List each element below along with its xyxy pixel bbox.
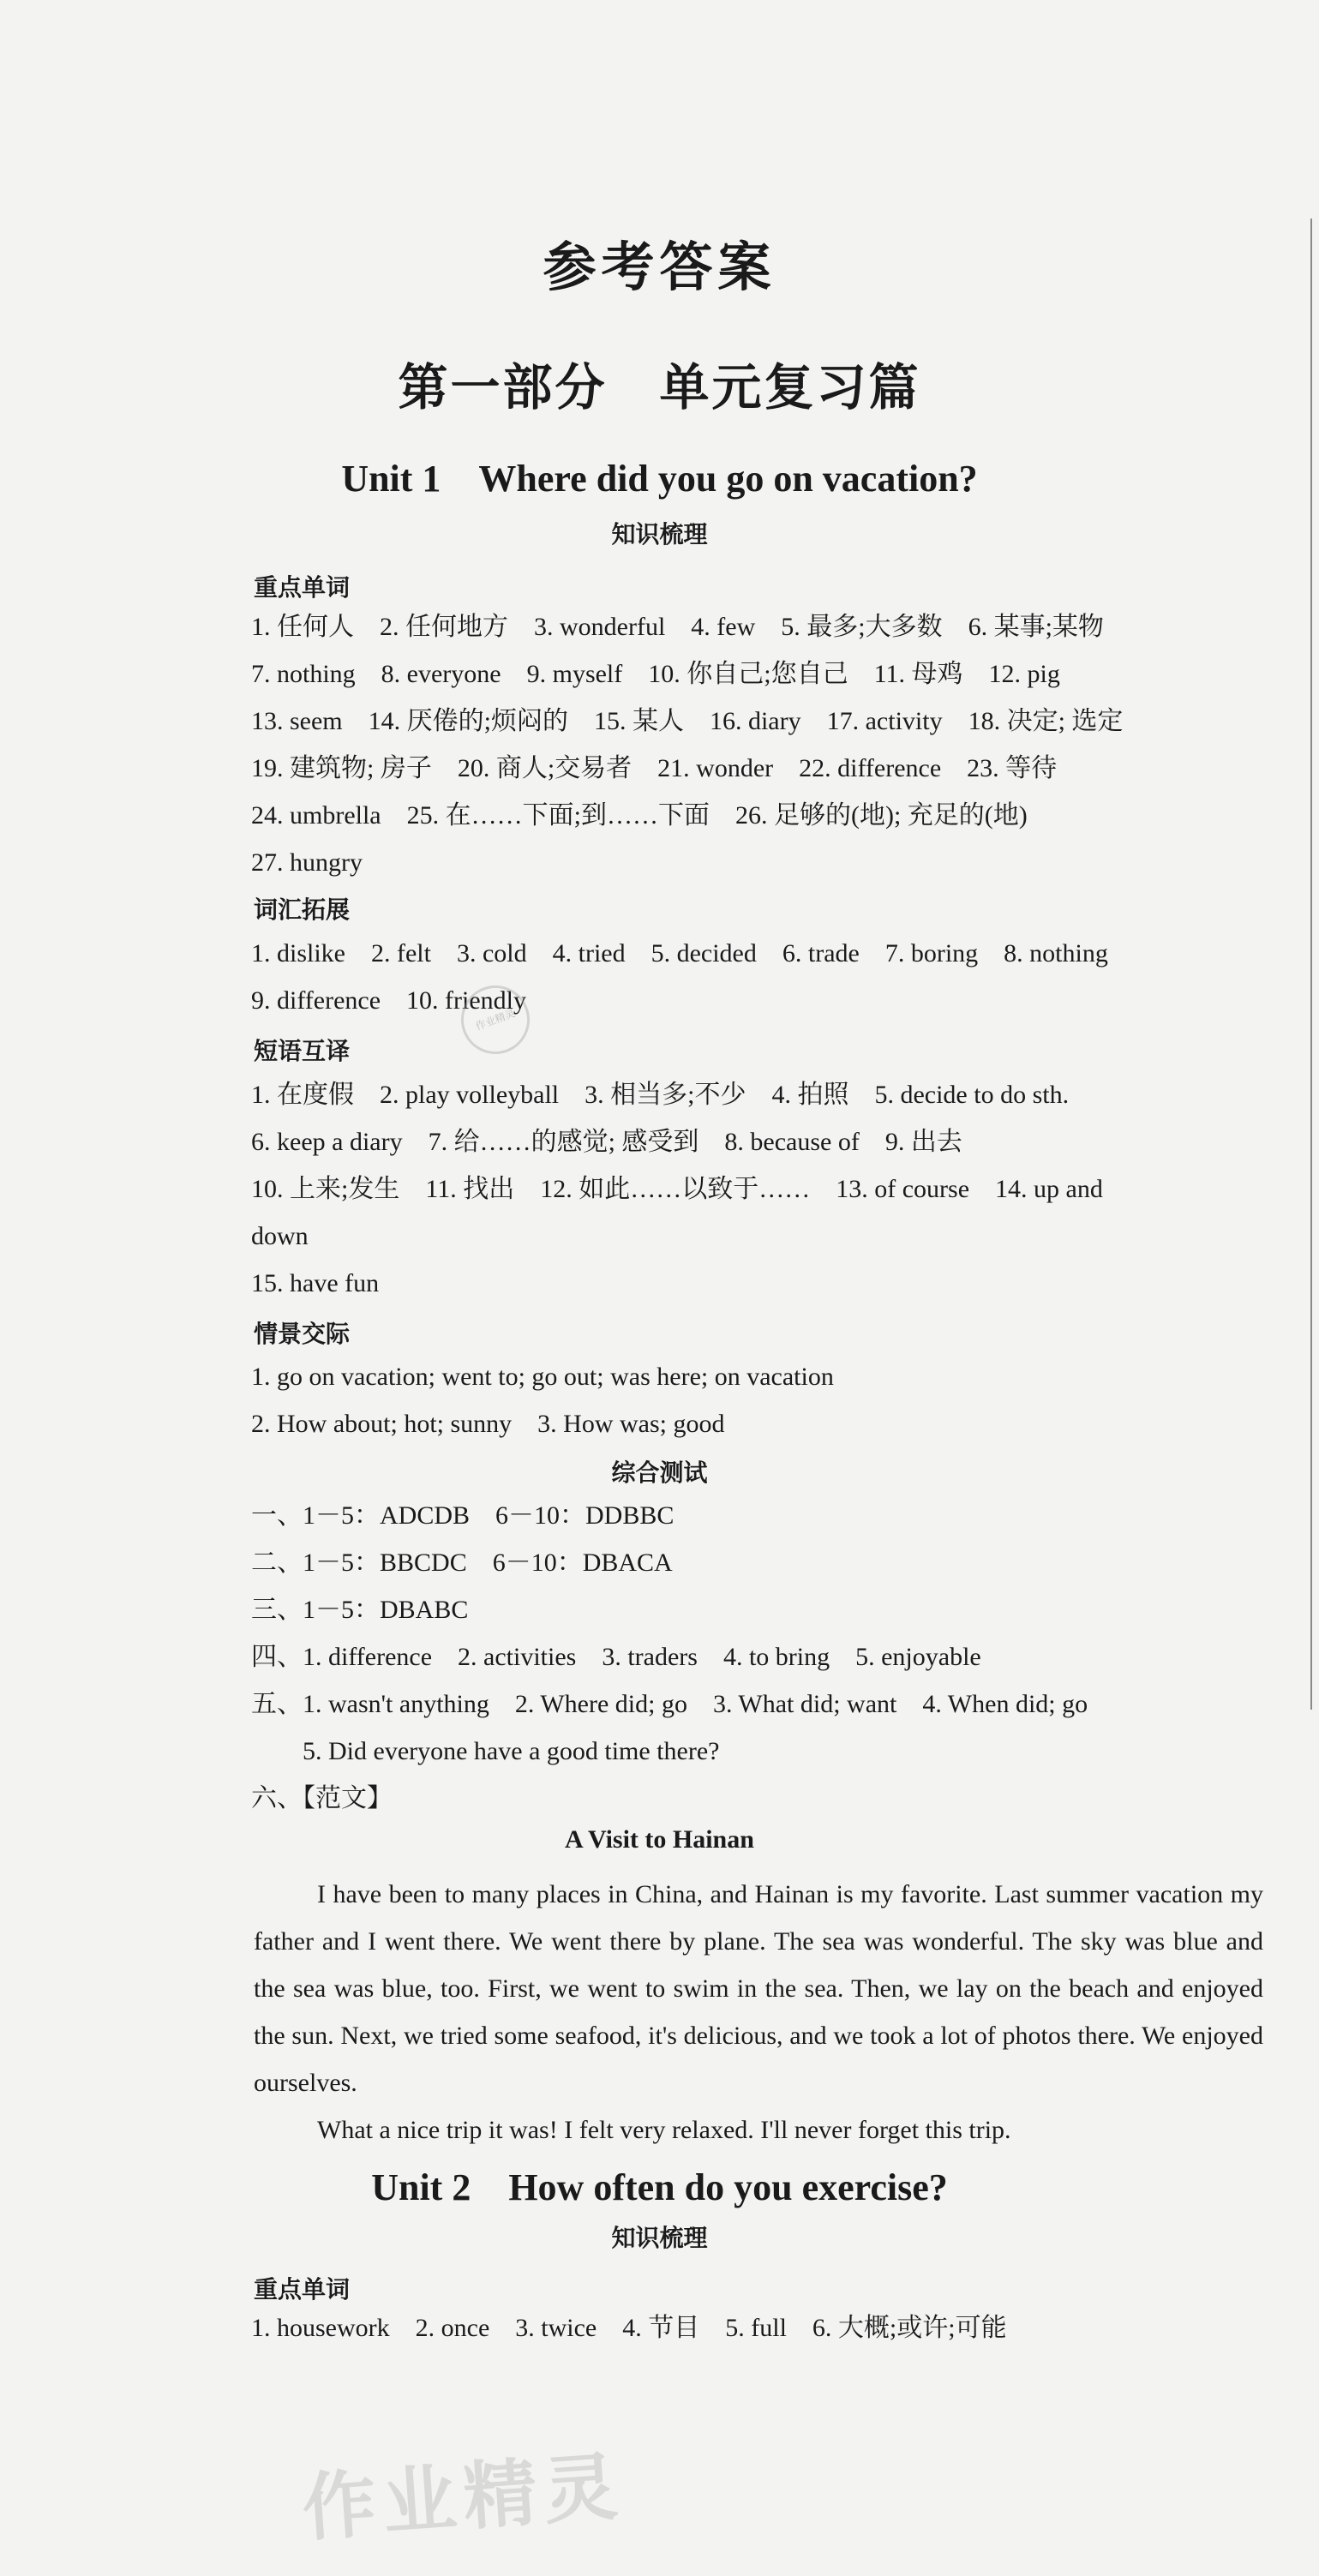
page-title: 参考答案	[543, 239, 776, 297]
unit1-test-line-5: 五、1. wasn't anything 2. Where did; go 3. What did; want 4. When did; go	[251, 1690, 1088, 1718]
essay-title: A Visit to Hainan	[565, 1825, 754, 1854]
unit1-vocab-line-1: 1. dislike 2. felt 3. cold 4. tried 5. decided 6. trade 7. boring 8. nothing	[251, 939, 1108, 967]
unit1-phrase-line-4: down	[251, 1222, 309, 1250]
unit2-key-words-heading: 重点单词	[254, 2275, 351, 2303]
unit1-test-line-7: 六、【范文】	[251, 1784, 393, 1812]
unit1-title: Unit 1 Where did you go on vacation?	[341, 458, 978, 500]
part-title: 第一部分 单元复习篇	[398, 360, 921, 416]
unit2-title: Unit 2 How often do you exercise?	[371, 2166, 948, 2208]
unit1-vocab-heading: 词汇拓展	[254, 896, 351, 924]
unit1-phrase-line-3: 10. 上来;发生 11. 找出 12. 如此……以致于…… 13. of course 14. up and	[251, 1175, 1103, 1203]
unit1-situation-line-1: 1. go on vacation; went to; go out; was here; on vacation	[251, 1363, 834, 1391]
unit2-knowledge-heading: 知识梳理	[611, 2224, 708, 2252]
essay-body	[254, 1871, 1263, 2154]
unit1-knowledge-heading: 知识梳理	[611, 520, 708, 548]
unit1-test-line-6: 5. Did everyone have a good time there?	[251, 1737, 720, 1765]
unit1-vocab-line-2: 9. difference 10. friendly	[251, 986, 526, 1015]
unit1-test-line-3: 三、1－5：DBABC	[251, 1596, 469, 1624]
unit1-test-line-1: 一、1－5：ADCDB 6－10：DDBBC	[251, 1501, 674, 1530]
unit1-key-words-line-5: 24. umbrella 25. 在……下面;到……下面 26. 足够的(地); 充足的(地)	[251, 801, 1028, 830]
unit1-situation-line-2: 2. How about; hot; sunny 3. How was; good	[251, 1410, 725, 1438]
unit1-situation-heading: 情景交际	[254, 1320, 351, 1348]
unit1-phrase-line-2: 6. keep a diary 7. 给……的感觉; 感受到 8. because of 9. 出去	[251, 1128, 962, 1156]
unit1-phrase-heading: 短语互译	[254, 1037, 351, 1065]
unit1-phrase-line-1: 1. 在度假 2. play volleyball 3. 相当多;不少 4. 拍照 5. decide to do sth.	[251, 1081, 1070, 1109]
unit1-phrase-line-5: 15. have fun	[251, 1269, 380, 1297]
unit2-key-words-line-1: 1. housework 2. once 3. twice 4. 节目 5. full 6. 大概;或许;可能	[251, 2314, 1007, 2342]
unit1-key-words-heading: 重点单词	[254, 573, 351, 602]
unit1-key-words-line-3: 13. seem 14. 厌倦的;烦闷的 15. 某人 16. diary 17. activity 18. 决定; 选定	[251, 707, 1124, 735]
watermark-stamp: 作业精灵	[452, 976, 540, 1064]
unit1-test-line-4: 四、1. difference 2. activities 3. traders 4. to bring 5. enjoyable	[251, 1643, 981, 1671]
essay-paragraph-2: What a nice trip it was! I felt very relaxed. I'll never forget this trip.	[317, 2116, 1011, 2144]
watermark-logo: 作业精灵	[299, 2443, 627, 2552]
unit1-key-words-line-2: 7. nothing 8. everyone 9. myself 10. 你自己;您自己 11. 母鸡 12. pig	[251, 660, 1060, 688]
unit1-key-words-line-4: 19. 建筑物; 房子 20. 商人;交易者 21. wonder 22. difference 23. 等待	[251, 754, 1058, 782]
unit1-test-heading: 综合测试	[611, 1459, 708, 1487]
unit1-test-line-2: 二、1－5：BBCDC 6－10：DBACA	[251, 1549, 673, 1577]
essay-paragraph-1: I have been to many places in China, and Hainan is my favorite. Last summer vacation my father and I went there. We went there by plane. The sea was wonderful. The sky was blue and the sea was blue, too. First, we went to swim in the sea. Then, we lay on the beach and enjoyed the sun. Next, we tried some seafood, it's delicious, and we took a lot of photos there. We enjoyed ourselves.	[254, 1880, 1263, 2097]
unit1-key-words-line-1: 1. 任何人 2. 任何地方 3. wonderful 4. few 5. 最多;大多数 6. 某事;某物	[251, 613, 1104, 641]
unit1-key-words-line-6: 27. hungry	[251, 848, 363, 877]
